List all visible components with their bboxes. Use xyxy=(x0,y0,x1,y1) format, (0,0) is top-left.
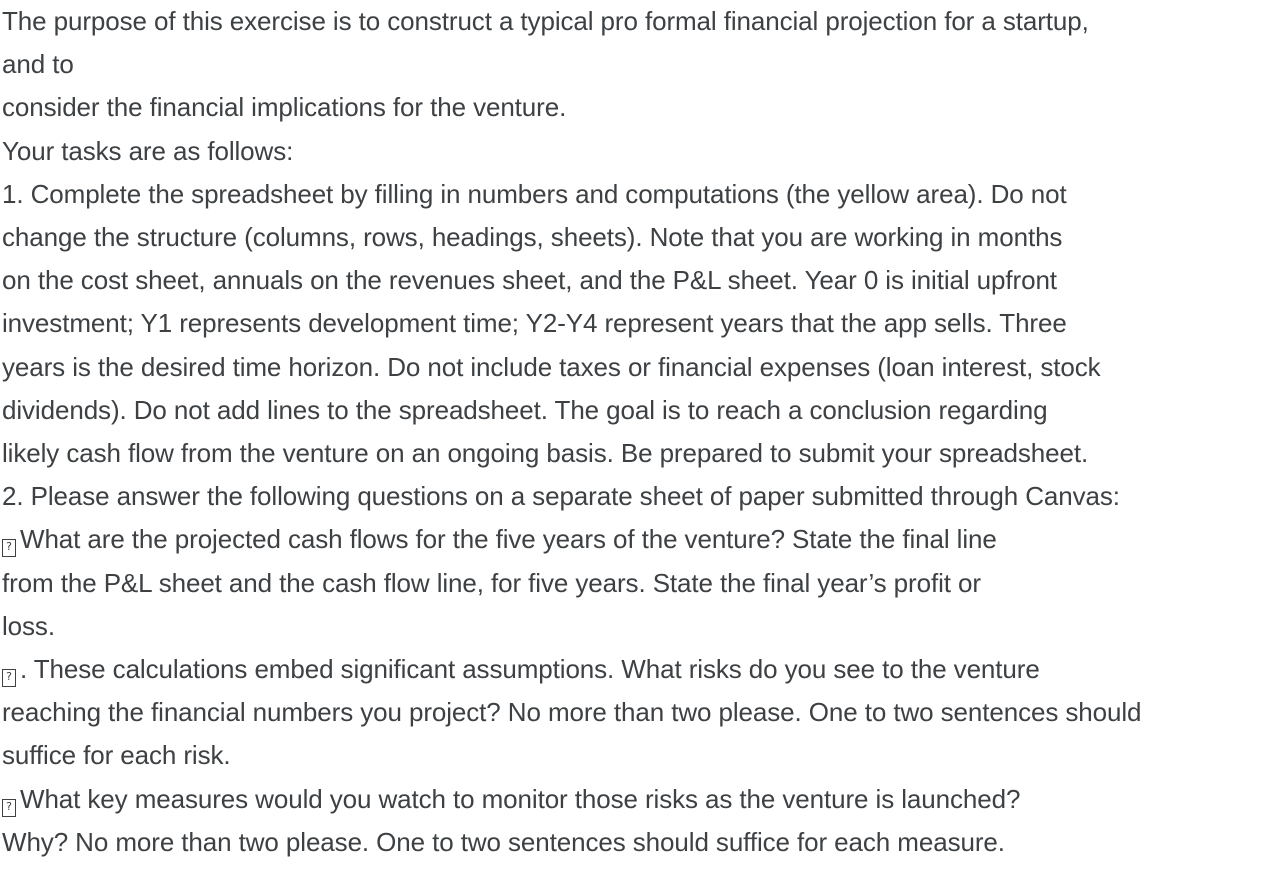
question-2-line-1 xyxy=(2,648,1272,691)
missing-glyph-icon: ? xyxy=(2,669,16,687)
question-2-line-2: reaching the financial numbers you project? No more than two please. One to two sentences should xyxy=(2,697,1142,728)
task-2-line-1: 2. Please answer the following questions on a separate sheet of paper submitted through Canvas: xyxy=(2,481,1120,512)
question-2-text: . These calculations embed significant assumptions. What risks do you see to the venture xyxy=(20,654,1040,685)
task-1-line-3: on the cost sheet, annuals on the revenues sheet, and the P&L sheet. Year 0 is initial upfront xyxy=(2,265,1057,296)
missing-glyph-icon: ? xyxy=(2,799,16,817)
intro-line-3: consider the financial implications for the venture. xyxy=(2,92,567,123)
task-1-line-1: 1. Complete the spreadsheet by filling in numbers and computations (the yellow area). Do not xyxy=(2,178,1067,209)
intro-line-1: The purpose of this exercise is to construct a typical pro formal financial projection for a startup, xyxy=(2,6,1089,36)
task-1-line-2: change the structure (columns, rows, headings, sheets). Note that you are working in months xyxy=(2,222,1063,253)
task-1-line-7: likely cash flow from the venture on an ongoing basis. Be prepared to submit your spreadsheet. xyxy=(2,438,1089,469)
task-1-line-4: investment; Y1 represents development time; Y2-Y4 represent years that the app sells. Three xyxy=(2,308,1067,339)
question-1-line-1 xyxy=(2,518,1272,561)
question-2-line-3: suffice for each risk. xyxy=(2,740,231,771)
question-1-line-2: from the P&L sheet and the cash flow line, for five years. State the final year’s profit or xyxy=(2,567,981,598)
task-1-line-6: dividends). Do not add lines to the spreadsheet. The goal is to reach a conclusion regarding xyxy=(2,394,1048,425)
question-3-line-2: Why? No more than two please. One to two sentences should suffice for each measure. xyxy=(2,826,1005,857)
question-3-line-1 xyxy=(2,778,1272,821)
question-3-text: What key measures would you watch to monitor those risks as the venture is launched? xyxy=(20,783,1021,814)
question-1-line-3: loss. xyxy=(2,610,55,641)
task-1-line-5: years is the desired time horizon. Do not include taxes or financial expenses (loan interest, stock xyxy=(2,351,1101,382)
tasks-heading: Your tasks are as follows: xyxy=(2,135,294,166)
question-1-text: What are the projected cash flows for the five years of the venture? State the final line xyxy=(20,524,997,555)
missing-glyph-icon: ? xyxy=(2,539,16,557)
intro-line-2: and to xyxy=(2,49,74,80)
